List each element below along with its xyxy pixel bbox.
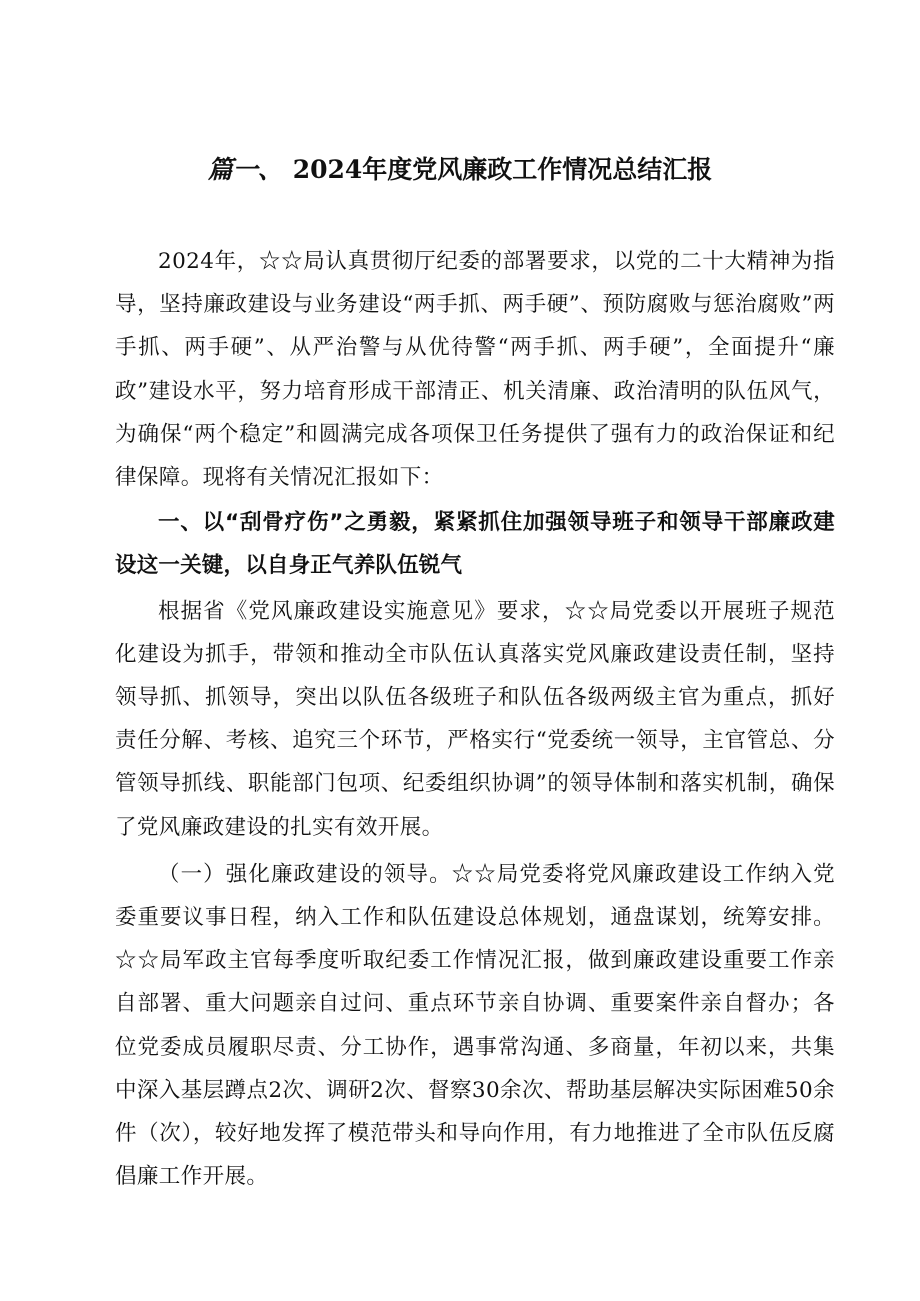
section-1-paragraph: 根据省《党风廉政建设实施意见》要求，☆☆局党委以开展班子规范化建设为抓手，带领和推动全市队伍认真落实党风廉政建设责任制，坚持领导抓、抓领导，突出以队伍各级班子和队伍各级两级主官为重点，抓好责任分解、考核、追究三个环节，严格实行“党委统一领导，主官管总、分管领导抓线、职能部门包项、纪委组织协调”的领导体制和落实机制，确保了党风廉政建设的扎实有效开展。 <box>115 598 835 840</box>
section-heading-1: 一、以“刮骨疗伤”之勇毅，紧紧抓住加强领导班子和领导干部廉政建设这一关键，以自身正气养队伍锐气 <box>115 510 835 579</box>
subsection-1-paragraph: （一）强化廉政建设的领导。☆☆局党委将党风廉政建设工作纳入党委重要议事日程，纳入工作和队伍建设总体规划，通盘谋划，统筹安排。☆☆局军政主官每季度听取纪委工作情况汇报，做到廉政建设重要工作亲自部署、重大问题亲自过问、重点环节亲自协调、重要案件亲自督办；各位党委成员履职尽责、分工协作，遇事常沟通、多商量，年初以来，共集中深入基层蹲点2次、调研2次、督察30余次、帮助基层解决实际困难50余件（次），较好地发挥了模范带头和导向作用，有力地推进了全市队伍反腐倡廉工作开展。 <box>115 861 835 1190</box>
intro-paragraph: 2024年，☆☆局认真贯彻厅纪委的部署要求，以党的二十大精神为指导，坚持廉政建设与业务建设“两手抓、两手硬”、预防腐败与惩治腐败”两手抓、两手硬”、从严治警与从优待警“两手抓、两手硬”，全面提升“廉政”建设水平，努力培育形成干部清正、机关清廉、政治清明的队伍风气，为确保“两个稳定”和圆满完成各项保卫任务提供了强有力的政治保证和纪律保障。现将有关情况汇报如下： <box>115 249 835 491</box>
document-body <box>115 240 835 1198</box>
title-text: 2024年度党风廉政工作情况总结汇报 <box>292 155 713 184</box>
document-title <box>0 150 920 190</box>
title-prefix: 篇一、 <box>207 155 283 184</box>
